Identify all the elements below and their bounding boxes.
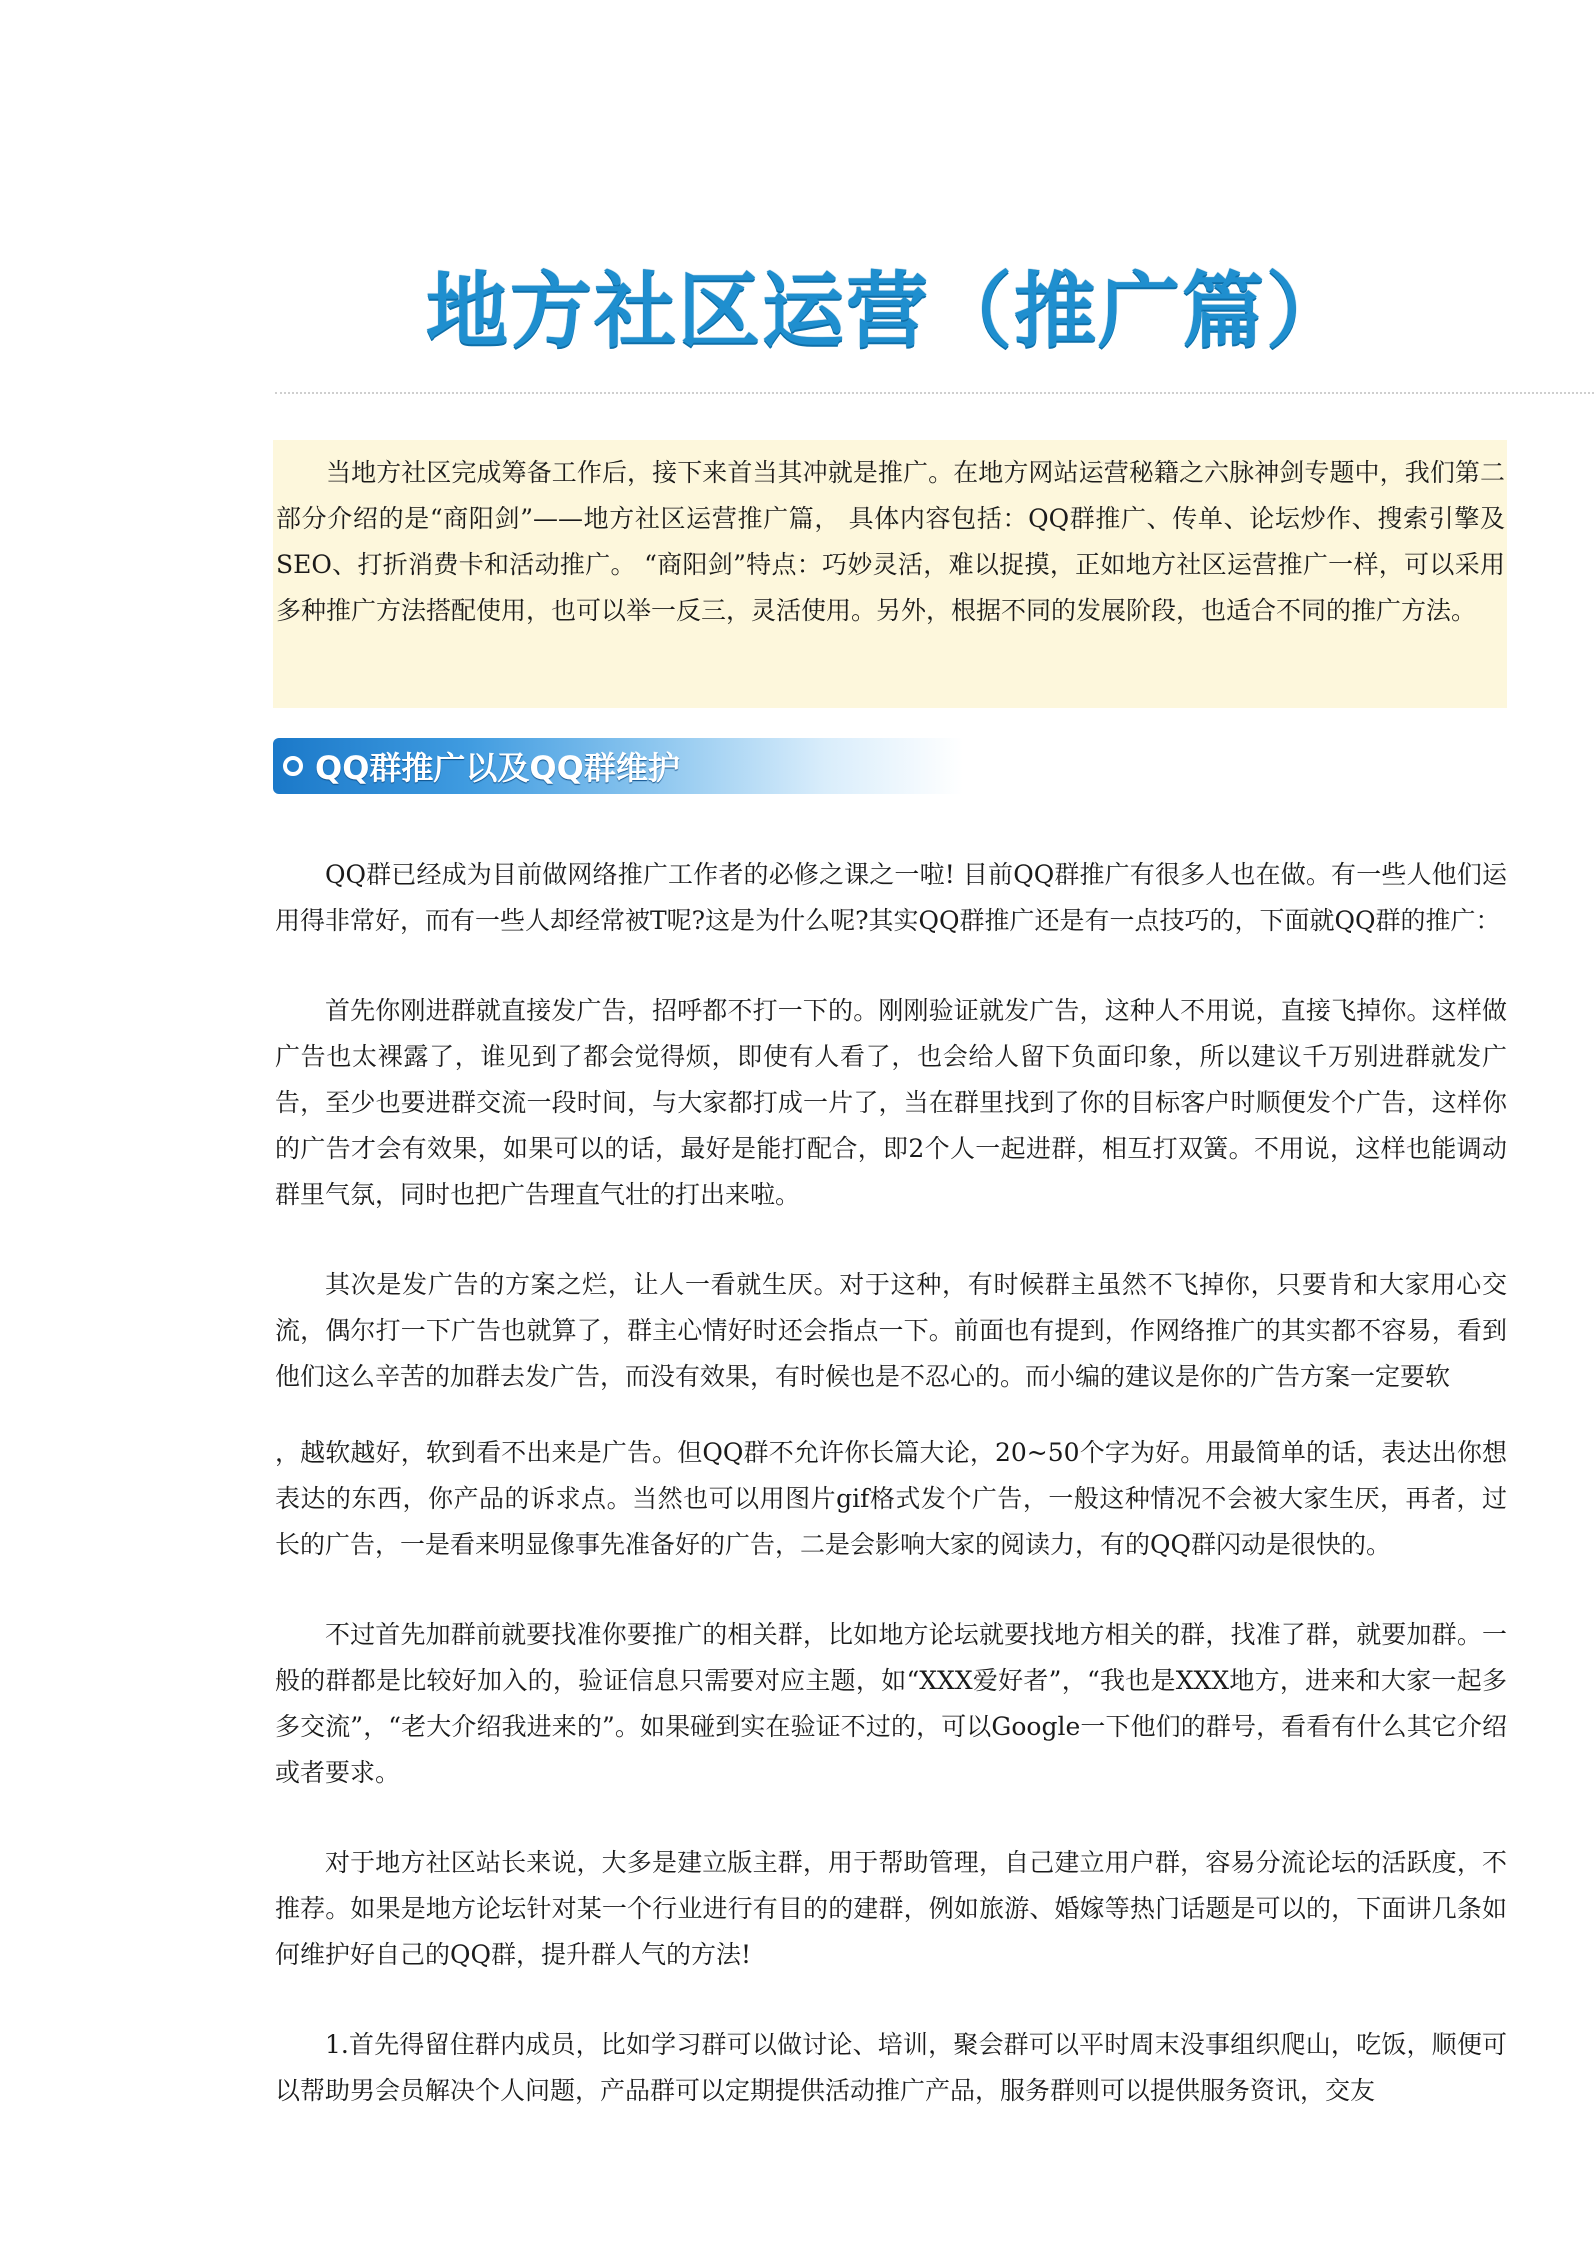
body-paragraph: 对于地方社区站长来说，大多是建立版主群，用于帮助管理，自己建立用户群，容易分流论坛的活跃度，不推荐。如果是地方论坛针对某一个行业进行有目的的建群，例如旅游、婚嫁等热门话题是可以的，下面讲几条如何维护好自己的QQ群，提升群人气的方法! <box>275 1848 1507 1969</box>
body-paragraph: 不过首先加群前就要找准你要推广的相关群，比如地方论坛就要找地方相关的群，找准了群，就要加群。一般的群都是比较好加入的，验证信息只需要对应主题，如“XXX爱好者”，“我也是XXX地方，进来和大家一起多多交流”，“老大介绍我进来的”。如果碰到实在验证不过的，可以Google一下他们的群号，看看有什么其它介绍或者要求。 <box>275 1620 1507 1787</box>
body-paragraph: 首先你刚进群就直接发广告，招呼都不打一下的。刚刚验证就发广告，这种人不用说，直接飞掉你。这样做广告也太裸露了，谁见到了都会觉得烦，即使有人看了，也会给人留下负面印象，所以建议千万别进群就发广告，至少也要进群交流一段时间，与大家都打成一片了，当在群里找到了你的目标客户时顺便发个广告，这样你的广告才会有效果，如果可以的话，最好是能打配合，即2个人一起进群，相互打双簧。不用说，这样也能调动群里气氛，同时也把广告理直气壮的打出来啦。 <box>275 996 1507 1209</box>
body-paragraph: ，越软越好，软到看不出来是广告。但QQ群不允许你长篇大论，20~50个字为好。用最简单的话，表达出你想表达的东西，你产品的诉求点。当然也可以用图片gif格式发个广告，一般这种情况不会被大家生厌，再者，过长的广告，一是看来明显像事先准备好的广告，二是会影响大家的阅读力，有的QQ群闪动是很快的。 <box>275 1438 1507 1559</box>
intro-highlight-box <box>273 440 1507 708</box>
circle-bullet-icon <box>283 756 303 776</box>
section-heading-banner <box>273 738 963 794</box>
document-title: 地方社区运营（推广篇） <box>425 264 1350 359</box>
body-paragraph: 其次是发广告的方案之烂，让人一看就生厌。对于这种，有时候群主虽然不飞掉你，只要肯和大家用心交流，偶尔打一下广告也就算了，群主心情好时还会指点一下。前面也有提到，作网络推广的其实都不容易，看到他们这么辛苦的加群去发广告，而没有效果，有时候也是不忍心的。而小编的建议是你的广告方案一定要软 <box>275 1270 1507 1391</box>
body-paragraph: 1.首先得留住群内成员，比如学习群可以做讨论、培训，聚会群可以平时周末没事组织爬山，吃饭，顺便可以帮助男会员解决个人问题，产品群可以定期提供活动推广产品，服务群则可以提供服务资讯，交友 <box>275 2030 1507 2105</box>
article-body <box>275 852 1507 2158</box>
intro-paragraph: 当地方社区完成筹备工作后，接下来首当其冲就是推广。在地方网站运营秘籍之六脉神剑专题中，我们第二部分介绍的是“商阳剑”——地方社区运营推广篇， 具体内容包括：QQ群推广、传单、论坛炒作、搜索引擎及SEO、打折消费卡和活动推广。 “商阳剑”特点：巧妙灵活，难以捉摸，正如地方社区运营推广一样，可以采用多种推广方法搭配使用，也可以举一反三，灵活使用。另外，根据不同的发展阶段，也适合不同的推广方法。 <box>276 458 1505 625</box>
section-heading: QQ群推广以及QQ群维护 <box>315 749 680 787</box>
body-paragraph: QQ群已经成为目前做网络推广工作者的必修之课之一啦! 目前QQ群推广有很多人也在做。有一些人他们运用得非常好，而有一些人却经常被T呢?这是为什么呢?其实QQ群推广还是有一点技巧的，下面就QQ群的推广： <box>275 860 1507 935</box>
title-divider <box>275 392 1594 394</box>
